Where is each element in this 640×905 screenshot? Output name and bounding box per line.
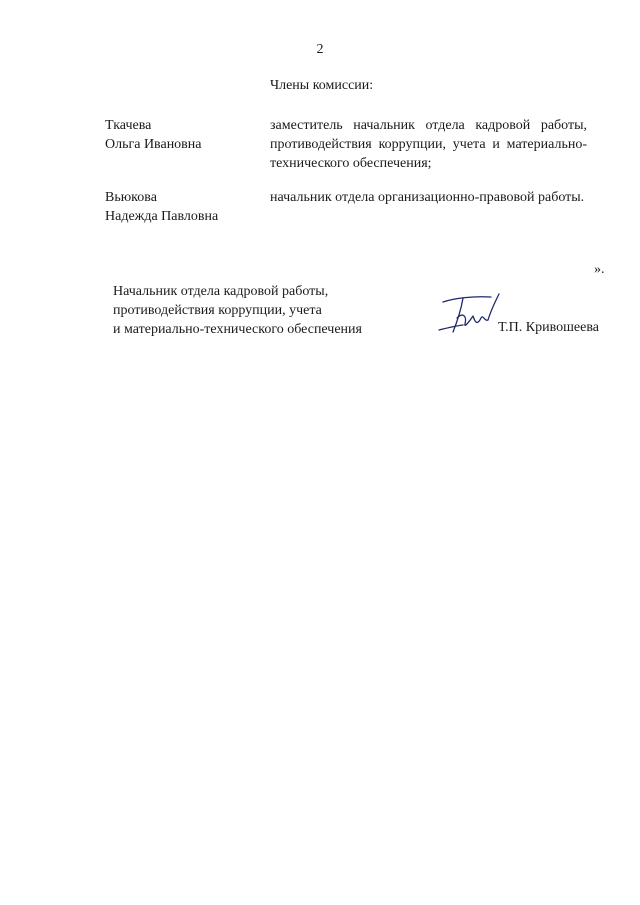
member-surname: Ткачева	[105, 118, 152, 133]
members-heading: Члены комиссии:	[270, 78, 374, 93]
signature-block	[113, 282, 613, 339]
signer-title-line: и материально-технического обеспечения	[113, 322, 362, 337]
page-number: 2	[316, 42, 324, 57]
member-given-names: Ольга Ивановна	[105, 137, 202, 152]
signer-title-line: Начальник отдела кадровой работы,	[113, 284, 329, 299]
member-name	[105, 188, 255, 226]
member-given-names: Надежда Павловна	[105, 209, 219, 224]
member-surname: Вьюкова	[105, 190, 157, 205]
member-role: заместитель начальник отдела кадровой работы, противодействия коррупции, учета и материально-технического обеспечения;	[270, 118, 587, 171]
member-role: начальник отдела организационно-правовой работы.	[270, 190, 585, 205]
closing-quote: ».	[594, 262, 605, 277]
member-name	[105, 116, 255, 154]
signature-stroke	[439, 294, 499, 332]
signer-name: Т.П. Кривошеева	[498, 320, 599, 335]
signer-title-line: противодействия коррупции, учета	[113, 303, 322, 318]
